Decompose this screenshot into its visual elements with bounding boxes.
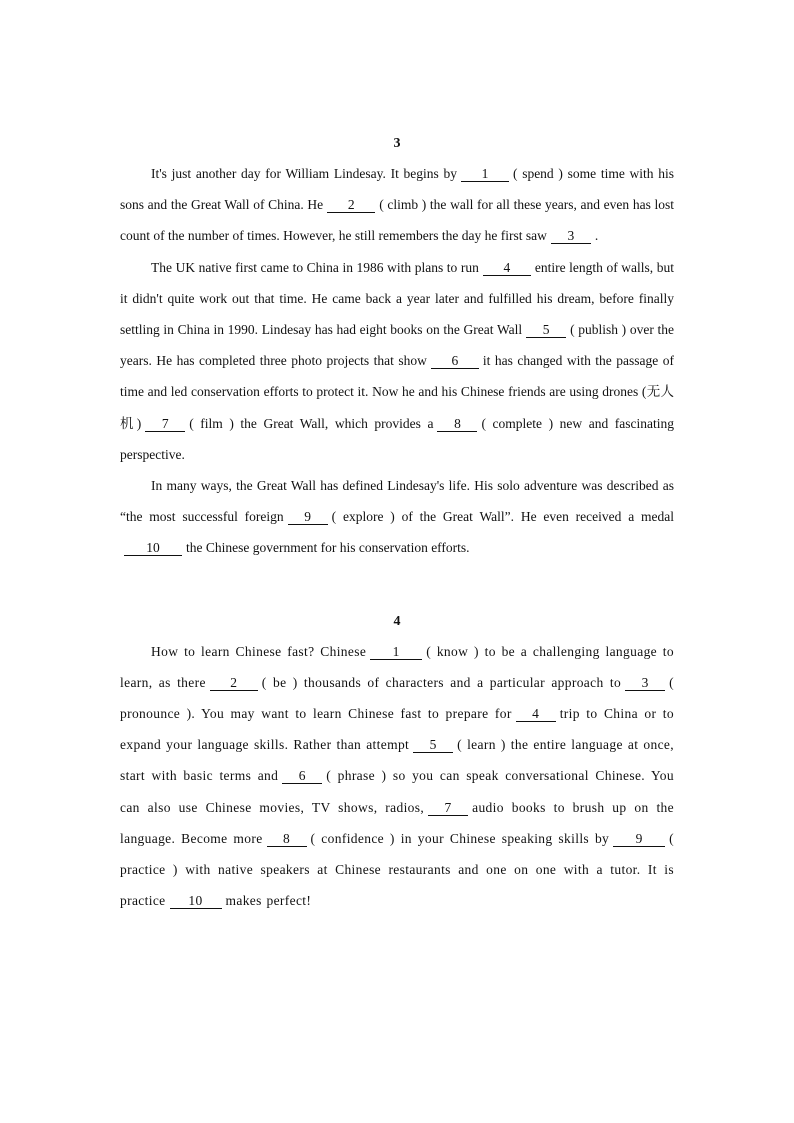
section-3-number: 3 [393, 136, 401, 151]
blank-4-3[interactable]: 3 [625, 675, 665, 691]
blank-3-7[interactable]: 7 [145, 416, 185, 432]
blank-4-7[interactable]: 7 [428, 800, 468, 816]
blank-3-10[interactable]: 10 [124, 540, 182, 556]
blank-4-4[interactable]: 4 [516, 706, 556, 722]
section-4-paragraph: How to learn Chinese fast? Chinese 1 ( know ) to be a challenging language to learn, as there 2 ( be ) thousands of characters and a particular approach to 3 ( pronounce ). You may want to learn Chinese fast to prepare for 4 trip to China or to expand your language skills. Rather than attempt 5 ( learn ) the entire language at once, start with basic terms and 6 ( phrase ) so you can speak conversational Chinese. You can also use Chinese movies, TV shows, radios, 7 audio books to brush up on the language. Become more 8 ( confidence ) in your Chinese speaking skills by 9 ( practice ) with native speakers at Chinese restaurants and one on one with a tutor. It is practice 10 makes perfect! [120, 643, 674, 909]
blank-4-5[interactable]: 5 [413, 737, 453, 753]
section-3-paragraph-3: In many ways, the Great Wall has defined Lindesay's life. His solo adventure was described as “the most successful foreign 9 ( explore ) of the Great Wall”. He even received a medal10 the Chinese government for his conservation efforts. [120, 478, 674, 556]
worksheet-page [120, 130, 674, 916]
blank-4-1[interactable]: 1 [370, 644, 422, 660]
blank-3-8[interactable]: 8 [437, 416, 477, 432]
blank-3-1[interactable]: 1 [461, 166, 509, 182]
section-4-number: 4 [393, 613, 401, 629]
section-3-paragraph-2: The UK native first came to China in 1986 with plans to run 4 entire length of walls, but it didn't quite work out that time. He came back a year later and fulfilled his dream, before finally settling in China in 1990. Lindesay has had eight books on the Great Wall 5 ( publish ) over the years. He has completed three photo projects that show 6 it has changed with the passage of time and led conservation efforts to protect it. Now he and his Chinese friends are using drones (无人机) 7 ( film ) the Great Wall, which provides a 8 ( complete ) new and fascinating perspective. [120, 259, 675, 462]
blank-3-6[interactable]: 6 [431, 353, 479, 369]
blank-3-9[interactable]: 9 [288, 509, 328, 525]
blank-4-9[interactable]: 9 [613, 831, 665, 847]
blank-4-2[interactable]: 2 [210, 675, 258, 691]
section-gap [120, 564, 674, 608]
section-3-paragraph-1: It's just another day for William Lindesay. It begins by 1 ( spend ) some time with his sons and the Great Wall of China. He 2 ( climb ) the wall for all these years, and even has lost count of the number of times. However, he still remembers the day he first saw 3 . [120, 166, 674, 244]
blank-4-6[interactable]: 6 [282, 768, 322, 784]
blank-3-5[interactable]: 5 [526, 322, 566, 338]
blank-3-3[interactable]: 3 [551, 228, 591, 244]
blank-3-2[interactable]: 2 [327, 197, 375, 213]
blank-3-4[interactable]: 4 [483, 260, 531, 276]
blank-4-10[interactable]: 10 [170, 893, 222, 909]
blank-4-8[interactable]: 8 [267, 831, 307, 847]
